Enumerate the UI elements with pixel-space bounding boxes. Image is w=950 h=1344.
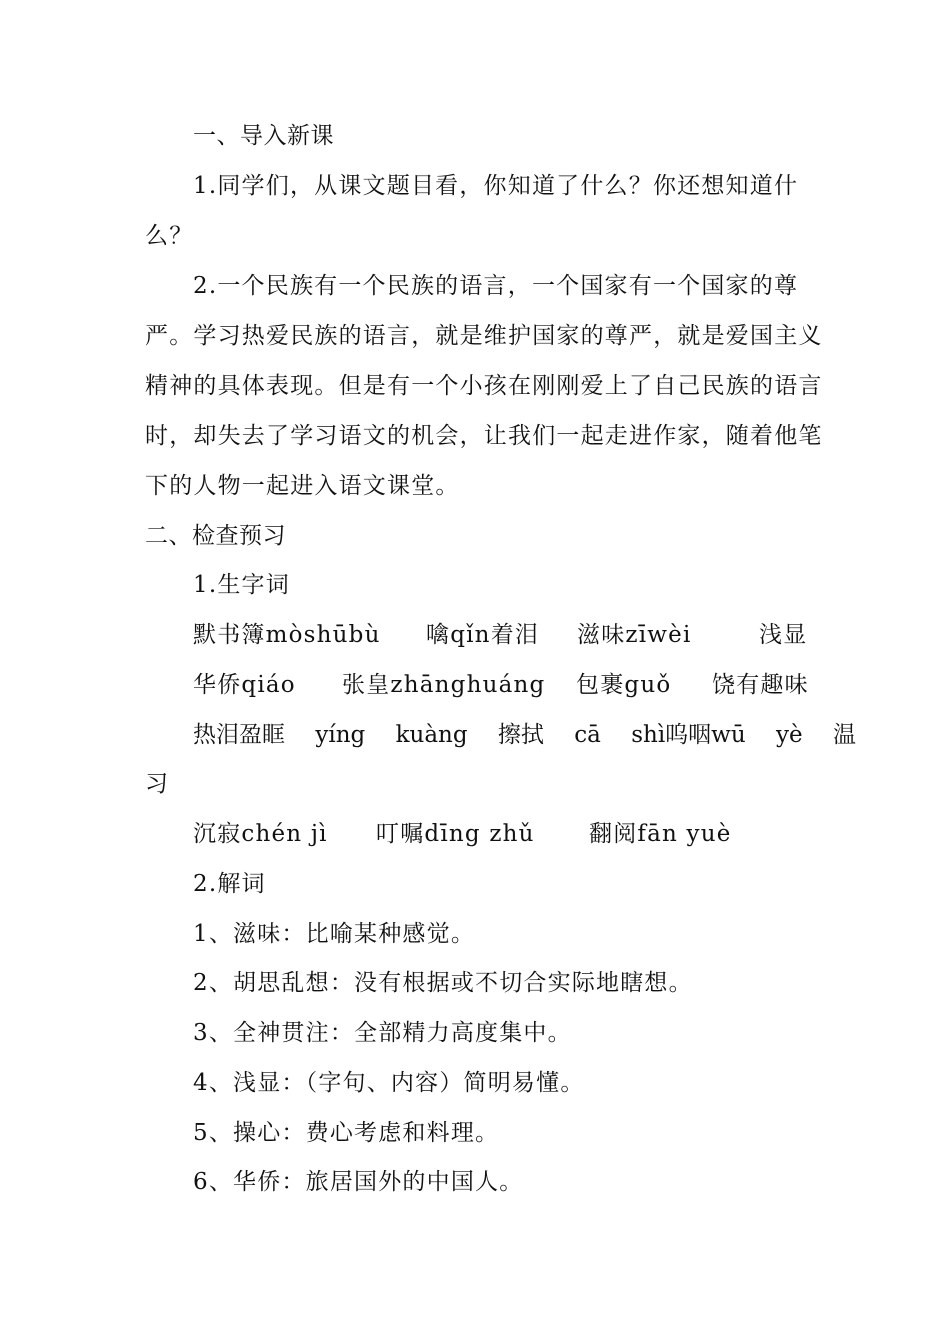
definition-item: 2、胡思乱想：没有根据或不切合实际地瞎想。 [193, 970, 693, 996]
vocab-item: 包裹guǒ [576, 672, 672, 698]
vocab-row-3-wrap: 习 [145, 771, 170, 797]
vocab-row-4 [193, 819, 833, 849]
vocab-item: 浅显 [759, 622, 808, 648]
vocab-item: 沉寂chén jì [193, 821, 328, 847]
subheading-vocabulary: 1.生字词 [193, 572, 290, 598]
vocab-item: 饶有趣味 [712, 672, 809, 698]
vocab-row-3 [193, 720, 856, 750]
vocab-item: shì呜咽wū [631, 722, 746, 748]
vocab-item: yè [776, 722, 803, 748]
vocab-item: 擦拭 [497, 722, 544, 748]
vocab-item: 张皇zhānghuáng [342, 672, 546, 698]
vocab-item: kuàng [395, 722, 468, 748]
vocab-item: yíng [315, 722, 366, 748]
vocab-item: 华侨qiáo [193, 672, 296, 698]
vocab-item: 叮嘱dīng zhǔ [376, 821, 535, 847]
vocab-row-1 [193, 620, 833, 650]
vocab-item: 滋味zīwèi [577, 622, 692, 648]
subheading-definitions: 2.解词 [193, 871, 266, 897]
vocab-item: 噙qǐn着泪 [426, 622, 540, 648]
definition-item: 6、华侨：旅居国外的中国人。 [193, 1169, 524, 1195]
paragraph-2-line-3: 精神的具体表现。但是有一个小孩在刚刚爱上了自己民族的语言 [145, 373, 823, 399]
paragraph-2-line-1: 2.一个民族有一个民族的语言，一个国家有一个国家的尊 [193, 273, 799, 299]
section-heading-intro: 一、导入新课 [193, 123, 334, 149]
vocab-item: 翻阅fān yuè [589, 821, 732, 847]
definition-item: 3、全神贯注：全部精力高度集中。 [193, 1020, 572, 1046]
paragraph-1-line-1: 1.同学们，从课文题目看，你知道了什么？你还想知道什 [193, 173, 799, 199]
definition-item: 1、滋味：比喻某种感觉。 [193, 921, 476, 947]
paragraph-2-line-5: 下的人物一起进入语文课堂。 [145, 473, 460, 499]
vocab-row-2 [193, 670, 833, 700]
section-heading-preview: 二、检查预习 [145, 523, 286, 549]
paragraph-2-line-4: 时，却失去了学习语文的机会，让我们一起走进作家，随着他笔 [145, 423, 823, 449]
paragraph-1-line-2: 么？ [145, 223, 194, 249]
vocab-item: 温 [832, 722, 856, 748]
definition-item: 5、操心：费心考虑和料理。 [193, 1120, 500, 1146]
paragraph-2-line-2: 严。学习热爱民族的语言，就是维护国家的尊严，就是爱国主义 [145, 323, 823, 349]
definition-item: 4、浅显：（字句、内容）简明易懂。 [193, 1070, 585, 1096]
vocab-item: 热泪盈眶 [193, 722, 285, 748]
vocab-item: cā [574, 722, 601, 748]
vocab-item: 默书簿mòshūbù [193, 622, 381, 648]
